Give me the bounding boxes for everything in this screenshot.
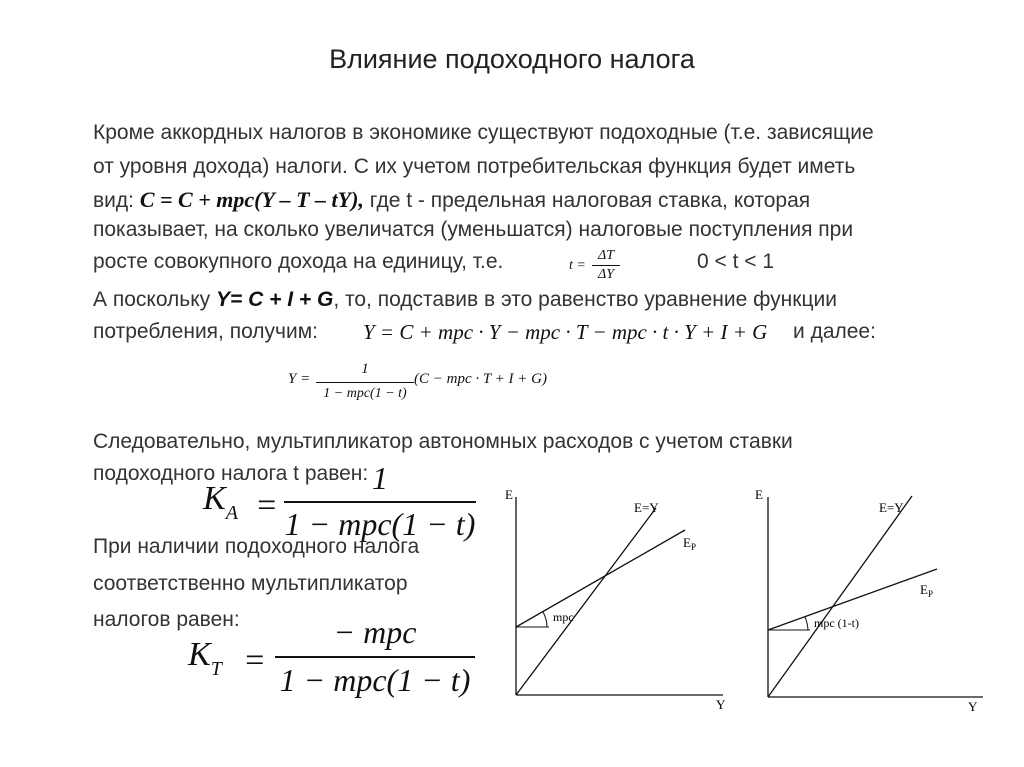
kt-subscript: T: [210, 658, 222, 680]
graph-1-ep-subscript: P: [690, 542, 696, 552]
graph-1-line-45-label: E=Y: [634, 500, 659, 515]
tax-rate-lhs: t =: [569, 258, 586, 273]
ka-numerator: 1: [372, 460, 388, 496]
graph-2-angle-arc: [805, 617, 808, 630]
ka-letter: K: [203, 480, 226, 517]
graph-1-ep-letter: E: [683, 535, 691, 550]
text-line: росте совокупного дохода на единицу, т.е.: [93, 250, 504, 273]
graph-2-ep-letter: E: [920, 582, 928, 597]
tax-rate-denominator: ΔY: [597, 267, 614, 282]
tax-rate-numerator: ΔT: [597, 248, 614, 263]
equals-sign: =: [243, 642, 266, 679]
ka-subscript: A: [225, 502, 238, 524]
kt-denominator: 1 − mpc(1 − t): [279, 662, 471, 698]
equals-sign: =: [255, 487, 278, 524]
graph-1: [505, 487, 726, 712]
graph-1-ep-label: [683, 535, 696, 552]
equilibrium-formula: Y= C + I + G: [216, 288, 334, 311]
income-equation: Y = C + mpc · Y − mpc · T − mpc · t · Y + I + G: [363, 320, 768, 344]
text-fragment: вид:: [93, 189, 134, 212]
graph-2: [755, 487, 983, 714]
graph-1-expenditure-line: [516, 530, 685, 627]
graph-2-angle-label: mpc (1-t): [814, 616, 859, 630]
kt-letter: K: [188, 636, 211, 673]
income-denominator: 1 − mpc(1 − t): [323, 386, 407, 401]
graph-2-ep-label: [920, 582, 933, 599]
text-line: подоходного налога t равен:: [93, 462, 369, 485]
graph-2-line-45-label: E=Y: [879, 500, 904, 515]
text-line: соответственно мультипликатор: [93, 572, 408, 595]
income-rhs: (C − mpc · T + I + G): [414, 371, 548, 387]
graph-2-x-label: Y: [968, 699, 978, 714]
text-fragment: А поскольку: [93, 288, 216, 311]
consumption-formula: C = C + mpc(Y – T – tY),: [139, 187, 364, 212]
income-numerator: 1: [361, 361, 369, 377]
text-line: показывает, на сколько увеличатся (уменьшатся) налоговые поступления при: [93, 218, 854, 241]
graph-2-ep-subscript: P: [927, 589, 933, 599]
text-line: Кроме аккордных налогов в экономике существуют подоходные (т.е. зависящие: [93, 121, 874, 144]
graph-1-line-45: [516, 508, 656, 695]
text-line: потребления, получим:: [93, 320, 319, 343]
tax-rate-range: 0 < t < 1: [697, 250, 775, 273]
text-line: и далее:: [793, 320, 876, 343]
text-line: от уровня дохода) налоги. С их учетом потребительская функция будет иметь: [93, 155, 856, 178]
income-lhs: Y =: [288, 371, 311, 387]
text-line: При наличии подоходного налога: [93, 535, 420, 558]
text-fragment: где t - предельная налоговая ставка, которая: [363, 189, 811, 212]
kt-numerator: − mpc: [333, 614, 417, 650]
graph-1-x-label: Y: [716, 697, 726, 712]
graph-1-angle-label: mpc: [553, 610, 574, 624]
graph-1-angle-arc: [543, 612, 547, 627]
text-line: Следовательно, мультипликатор автономных расходов с учетом ставки: [93, 430, 793, 453]
text-fragment: , то, подставив в это равенство уравнение функции: [333, 288, 837, 311]
graph-2-y-label: E: [755, 487, 763, 502]
text-line: налогов равен:: [93, 608, 240, 631]
graph-2-line-45: [768, 496, 912, 697]
graph-1-y-label: E: [505, 487, 513, 502]
ka-denominator: 1 − mpc(1 − t): [284, 506, 476, 542]
page-title: Влияние подоходного налога: [329, 44, 695, 74]
